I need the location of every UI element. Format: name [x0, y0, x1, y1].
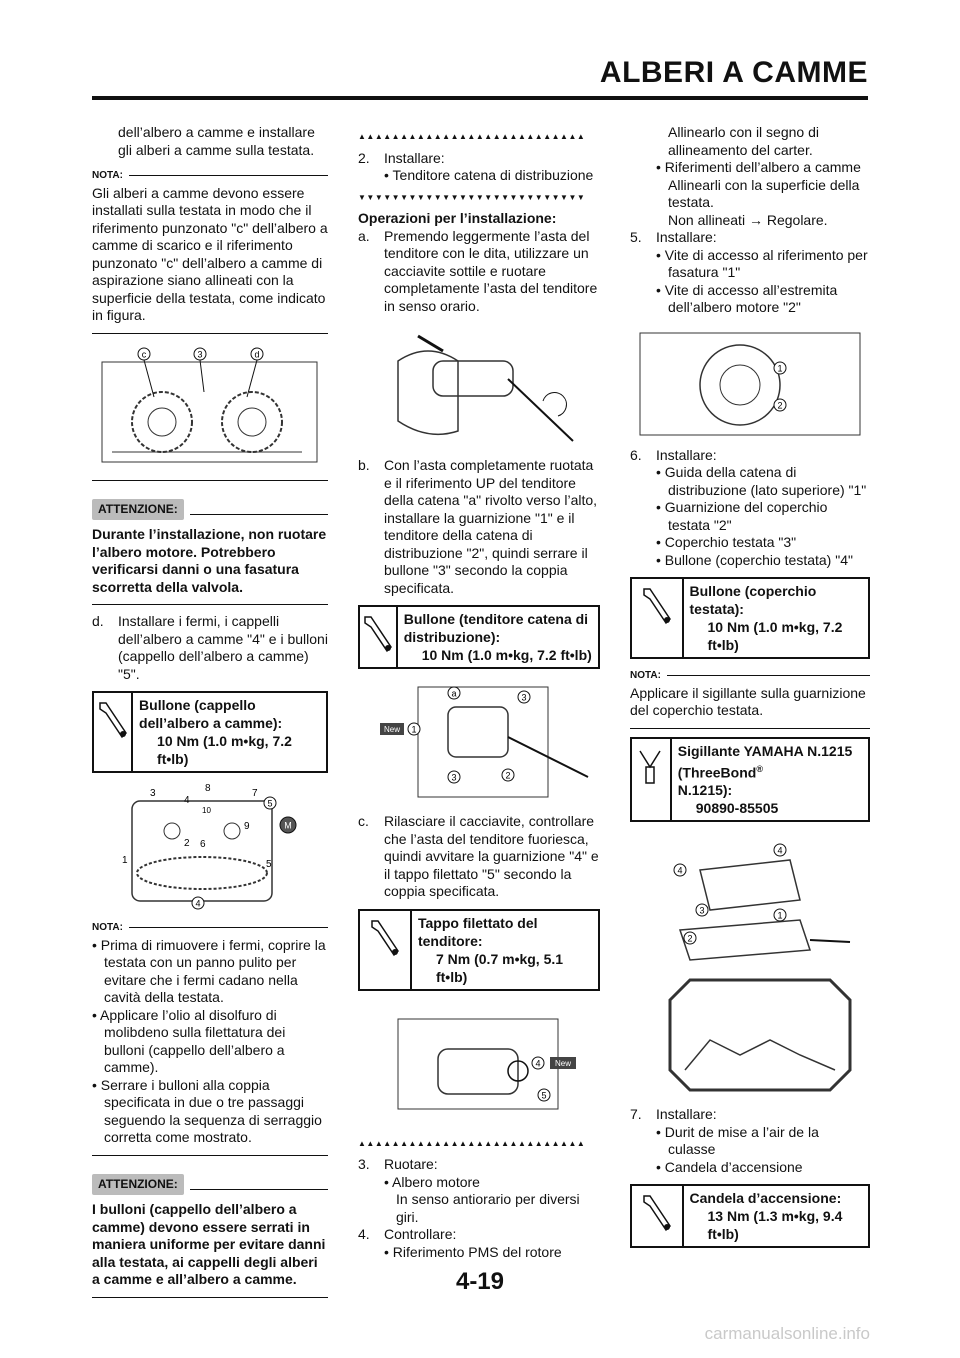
spec-value: 10 Nm (1.0 m•kg, 7.2 ft•lb)	[157, 733, 292, 767]
new-part-badge: New	[554, 1058, 572, 1068]
fig6-label: 1	[777, 363, 783, 373]
spec-value: 13 Nm (1.3 m•kg, 9.4 ft•lb)	[707, 1208, 843, 1243]
fig1-label: 3	[197, 349, 203, 359]
tightening-sequence-figure	[92, 781, 328, 911]
torque-wrench-icon	[360, 911, 412, 989]
fig2-label: 3	[150, 788, 156, 799]
fig2-label: 7	[252, 788, 258, 799]
fig7-label: 4	[677, 865, 683, 876]
spec-name: Bullone (coperchio testata):	[689, 583, 817, 617]
intro-text: dell’albero a camme e installare gli alberi a camme sulla testata.	[118, 124, 315, 158]
adjust-instruction: Non allineati → Regolare.	[668, 211, 828, 228]
spec-value: 90890-85505	[695, 800, 779, 817]
fig2-label: 4	[195, 898, 201, 909]
divider	[92, 604, 328, 605]
divider	[92, 1155, 328, 1156]
operations-heading: Operazioni per l’installazione:	[358, 210, 557, 226]
fig2-label: 5	[266, 859, 272, 870]
sealant-tube-icon	[632, 739, 672, 821]
step-b: b. Con l’asta completamente ruotata e il riferimento UP del tenditore della catena "a" rivolto verso l’alto, installare la guarnizione "1" e il tenditore della catena di distribuzione "2", quindi serrare il bullone "3" secondo la coppia specificata.	[358, 457, 598, 596]
nota-bullet: • Applicare l’olio al disolfuro di molibdeno sulla filettatura dei bulloni (cappello dell’albero a camme).	[92, 1006, 286, 1075]
fig1-label: d	[254, 349, 260, 359]
fig1-label: c	[141, 349, 147, 359]
step-4: 4. Controllare:	[358, 1226, 457, 1242]
step-item: • Guida della catena di distribuzione (lato superiore) "1"	[656, 464, 867, 498]
torque-spec-box	[630, 1184, 870, 1248]
step-c: c. Rilasciare il cacciavite, controllare che l’asta del tenditore fuoriesca, quindi avvitare la guarnizione "4" e il tappo filettato "5" secondo la coppia specificata.	[358, 813, 599, 899]
timing-screws-figure	[630, 323, 870, 441]
tensioner-install-figure	[358, 677, 600, 807]
column-3	[630, 124, 870, 1256]
nota-text: Applicare il sigillante sulla guarnizione del coperchio testata.	[630, 684, 866, 718]
divider	[630, 728, 870, 729]
camshaft-alignment-figure	[92, 342, 328, 472]
fig7-label: 1	[777, 910, 783, 921]
fig2-label: 6	[200, 839, 206, 850]
watermark: carmanualsonline.info	[704, 1324, 870, 1343]
torque-wrench-icon	[632, 1186, 684, 1246]
step-7: 7. Installare:	[630, 1106, 717, 1123]
cylinder-head-cover-figure	[630, 830, 870, 1100]
spec-value: 7 Nm (0.7 m•kg, 5.1 ft•lb)	[435, 950, 564, 985]
nota-text: Gli alberi a camme devono essere installati sulla testata in modo che il riferimento punzonato "c" dell’albero a camme di scarico e il riferimento punzonato "c" dell’albero a camme di aspirazione siano allineati con la superficie della testata, come indicato in figura.	[92, 184, 328, 323]
attention-label: ATTENZIONE:	[92, 499, 184, 521]
fig6-label: 2	[777, 400, 783, 410]
fig2-label: 5	[267, 798, 273, 809]
spec-name: Tappo filettato del tenditore:	[417, 914, 538, 949]
step-note: In senso antiorario per diversi giri.	[396, 1191, 580, 1225]
page-number: 4-19	[455, 1268, 505, 1295]
fig2-label: 9	[244, 821, 250, 832]
step-item: • Vite di accesso al riferimento per fasatura "1"	[656, 246, 868, 280]
step-item: • Bullone (coperchio testata) "4"	[656, 551, 853, 568]
molybdenum-oil-icon: M	[284, 820, 292, 831]
step-item: • Riferimenti dell’albero a camme	[656, 159, 861, 175]
torque-spec-box	[630, 577, 870, 659]
nota-bullet: • Prima di rimuovere i fermi, coprire la testata con un panno pulito per evitare che i fermi cadano nella cavità della testata.	[92, 936, 326, 1005]
spec-name-cont: N.1215):	[677, 782, 733, 799]
step-6: 6. Installare:	[630, 446, 717, 463]
fig4-label: 2	[505, 770, 511, 781]
step-item: • Guarnizione del coperchio testata "2"	[656, 499, 828, 533]
step-item: • Albero motore	[384, 1173, 480, 1190]
nota-label: NOTA:	[630, 667, 870, 685]
nota-label: NOTA:	[92, 919, 328, 937]
torque-wrench-icon	[360, 607, 398, 667]
continued-text: Allinearli con la superficie della testata.	[668, 176, 860, 210]
tensioner-screwdriver-figure	[358, 321, 600, 451]
step-item: • Riferimento PMS del rotore	[384, 1243, 562, 1260]
fig5-label: 4	[535, 1058, 541, 1068]
fig7-label: 2	[687, 933, 693, 944]
fig2-label: 2	[184, 838, 190, 849]
spec-name: Bullone (tenditore catena di distribuzione):	[403, 611, 589, 645]
header-rule	[92, 96, 868, 100]
step-2: 2. Installare:	[358, 149, 445, 166]
spec-name: Sigillante YAMAHA N.1215 (ThreeBond®	[677, 742, 853, 781]
attention-text: I bulloni (cappello dell’albero a camme) devono essere serrati in maniera uniforme per evitare danni alla testata, ai cappelli degli alberi a camme e all’albero a camme.	[92, 1201, 326, 1287]
fig5-label: 5	[541, 1090, 547, 1100]
spec-name: Bullone (cappello dell’albero a camme):	[139, 697, 283, 731]
step-5: 5. Installare:	[630, 229, 717, 245]
torque-spec-box	[358, 605, 600, 669]
new-part-badge: New	[383, 725, 401, 734]
step-a: a. Premendo leggermente l’asta del tenditore con le dita, utilizzare un cacciavite sottile e ruotare completamente l’asta del tenditore in senso orario.	[358, 227, 598, 314]
section-end-marks: ▲▲▲▲▲▲▲▲▲▲▲▲▲▲▲▲▲▲▲▲▲▲▲▲▲▲▲	[358, 1138, 586, 1148]
step-item: • Coperchio testata "3"	[656, 534, 797, 550]
fig2-label: 4	[184, 795, 190, 806]
page-title: ALBERI A CAMME	[599, 56, 868, 89]
fig7-label: 3	[699, 905, 705, 916]
attention-label: ATTENZIONE:	[92, 1174, 184, 1196]
attention-box	[92, 499, 328, 597]
nota-label: NOTA:	[92, 167, 328, 185]
column-1	[92, 124, 328, 1306]
fig2-label: 8	[205, 783, 211, 794]
torque-spec-box	[358, 909, 600, 991]
divider	[92, 480, 328, 481]
step-item: • Vite di accesso all’estremita dell’albero motore "2"	[656, 281, 838, 315]
spec-value: 10 Nm (1.0 m•kg, 7.2 ft•lb)	[707, 619, 843, 653]
section-marks: ▼▼▼▼▼▼▼▼▼▼▼▼▼▼▼▼▼▼▼▼▼▼▼▼▼▼▼	[358, 192, 586, 202]
step-item: • Candela d’accensione	[656, 1158, 803, 1175]
torque-spec-box	[92, 691, 328, 773]
step-3: 3. Ruotare:	[358, 1156, 438, 1172]
divider	[92, 333, 328, 334]
torque-wrench-icon	[94, 693, 133, 771]
step-item: • Durit de mise a l’air de la culasse	[656, 1123, 819, 1158]
continued-text: Allinearlo con il segno di allineamento del carter.	[668, 124, 819, 158]
torque-wrench-icon	[632, 579, 684, 657]
attention-text: Durante l’installazione, non ruotare l’albero motore. Potrebbero verificarsi danni o una fasatura scorretta della valvola.	[92, 526, 327, 595]
sealant-spec-box	[630, 737, 870, 823]
fig4-label: a	[451, 688, 457, 699]
spec-name: Candela d’accensione:	[689, 1190, 842, 1207]
fig2-label: 1	[122, 855, 128, 866]
fig4-label: 1	[411, 724, 417, 735]
tensioner-plug-figure	[358, 999, 600, 1129]
step-d: d. Installare i fermi, i cappelli dell’albero a camme "4" e i bulloni (cappello dell’albero a camme) "5".	[92, 613, 328, 682]
step-item: • Tenditore catena di distribuzione	[384, 167, 594, 183]
fig2-label: 10	[202, 806, 211, 815]
spec-value: 10 Nm (1.0 m•kg, 7.2 ft•lb)	[421, 647, 592, 663]
divider	[92, 1297, 328, 1298]
fig4-label: 3	[451, 772, 457, 783]
fig7-label: 4	[777, 845, 783, 856]
nota-bullet: • Serrare i bulloni alla coppia specificata in due o tre passaggi seguendo la sequenza di serraggio corretta come mostrato.	[92, 1076, 322, 1145]
fig4-label: 3	[521, 692, 527, 703]
section-start-marks: ▲▲▲▲▲▲▲▲▲▲▲▲▲▲▲▲▲▲▲▲▲▲▲▲▲▲▲	[358, 132, 586, 141]
column-2	[358, 124, 600, 1261]
